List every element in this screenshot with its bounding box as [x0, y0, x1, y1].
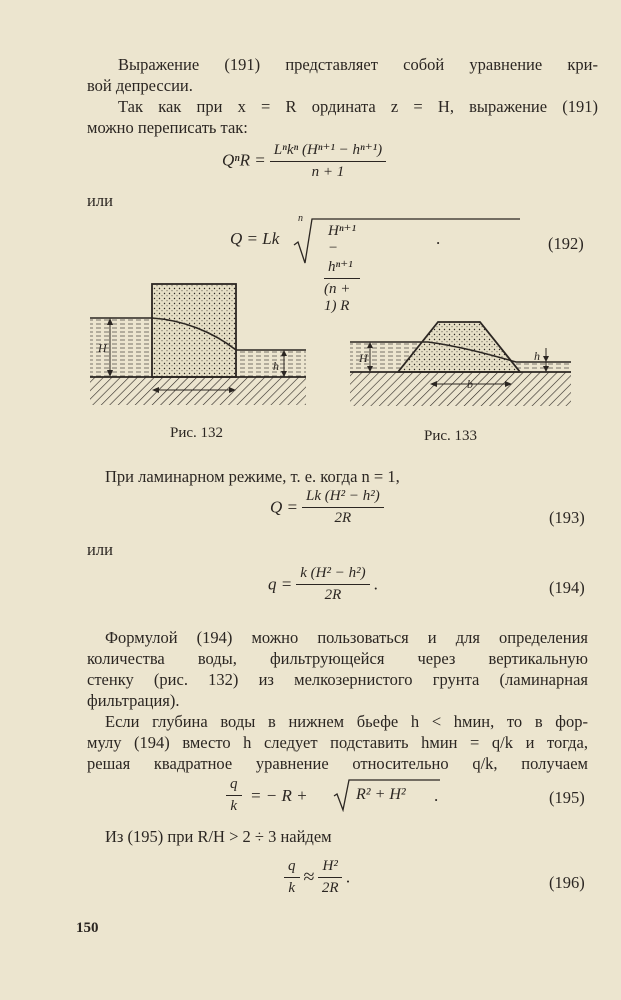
fraction [324, 221, 360, 315]
figure-caption: Рис. 132 [170, 425, 224, 441]
paragraph-line: количества воды, фильтрующейся через вертикальную [87, 649, 588, 668]
paragraph-line: мулу (194) вместо h следует подставить hмин = q/k и тогда, [87, 733, 588, 752]
equation-number: (193) [549, 508, 585, 527]
formula-rest: = − R + [250, 786, 308, 805]
formula-195 [226, 776, 466, 816]
equation-number: (195) [549, 788, 585, 807]
formula-196 [284, 858, 350, 897]
paragraph-line: Если глубина воды в нижнем бьефе h < hмин, то в фор- [105, 712, 588, 731]
period: . [436, 229, 441, 248]
paragraph-line: Выражение (191) представляет собой уравнение кри- [118, 55, 598, 74]
fraction-denominator: (n + 1) R [324, 281, 351, 314]
paragraph-line: решая квадратное уравнение относительно q/k, получаем [87, 754, 588, 773]
fraction-numerator: H² [318, 858, 341, 878]
formula-qnr [222, 140, 386, 181]
fraction [296, 565, 369, 604]
period: . [373, 574, 378, 594]
fraction-numerator: Hⁿ⁺¹ − hⁿ⁺¹ [324, 221, 360, 279]
period: . [434, 786, 439, 805]
paragraph-line: Из (195) при R/H > 2 ÷ 3 найдем [105, 827, 332, 846]
fraction-numerator: q [226, 776, 242, 796]
fraction [284, 858, 300, 897]
fraction-numerator: k (H² − h²) [296, 565, 369, 585]
fraction [270, 140, 386, 181]
formula-194 [268, 565, 378, 604]
paragraph-line: Так как при x = R ордината z = H, выражение (191) [118, 97, 598, 116]
figure-caption: Рис. 133 [424, 428, 478, 444]
fraction-denominator: n + 1 [311, 164, 345, 180]
label-H: H [359, 351, 368, 365]
formula-lhs: QⁿR = [222, 150, 266, 170]
formula-193 [270, 488, 384, 527]
radicand: R² + H² [356, 786, 406, 803]
word-or: или [87, 191, 113, 210]
fraction-denominator: 2R [324, 587, 342, 603]
root-index: n [298, 213, 303, 224]
formula-lhs: q = [268, 574, 293, 594]
formula-lhs: Q = [270, 497, 298, 517]
fraction-numerator: Lⁿkⁿ (Hⁿ⁺¹ − hⁿ⁺¹) [270, 140, 386, 162]
paragraph-line: фильтрация). [87, 691, 180, 710]
period: . [345, 867, 351, 887]
fraction-denominator: k [288, 880, 296, 896]
fraction-numerator: Lk (H² − h²) [302, 488, 384, 508]
equation-number: (196) [549, 873, 585, 892]
fraction-numerator: q [284, 858, 300, 878]
label-h: h [273, 359, 279, 373]
paragraph-line: При ламинарном режиме, т. е. когда n = 1, [105, 467, 400, 486]
label-h: h [534, 349, 540, 363]
paragraph-line: вой депрессии. [87, 76, 193, 95]
paragraph-line: стенку (рис. 132) из мелкозернистого грунта (ламинарная [87, 670, 588, 689]
equation-number: (194) [549, 578, 585, 597]
label-b: b [467, 377, 473, 391]
figure-132-diagram [88, 282, 308, 407]
fraction-denominator: k [230, 798, 238, 814]
fraction [302, 488, 384, 527]
fraction-denominator: 2R [321, 880, 339, 896]
label-H: H [98, 341, 107, 355]
paragraph-line: Формулой (194) можно пользоваться и для определения [105, 628, 588, 647]
approx-sign: ≈ [303, 866, 315, 888]
formula-lhs: Q = Lk [230, 229, 280, 248]
word-or: или [87, 540, 113, 559]
fraction-denominator: 2R [334, 510, 352, 526]
page-number: 150 [76, 920, 99, 936]
fraction [226, 776, 242, 815]
figure-133-diagram [348, 318, 573, 408]
paragraph-line: можно переписать так: [87, 118, 248, 137]
equation-number: (192) [548, 234, 584, 253]
fraction [318, 858, 341, 897]
